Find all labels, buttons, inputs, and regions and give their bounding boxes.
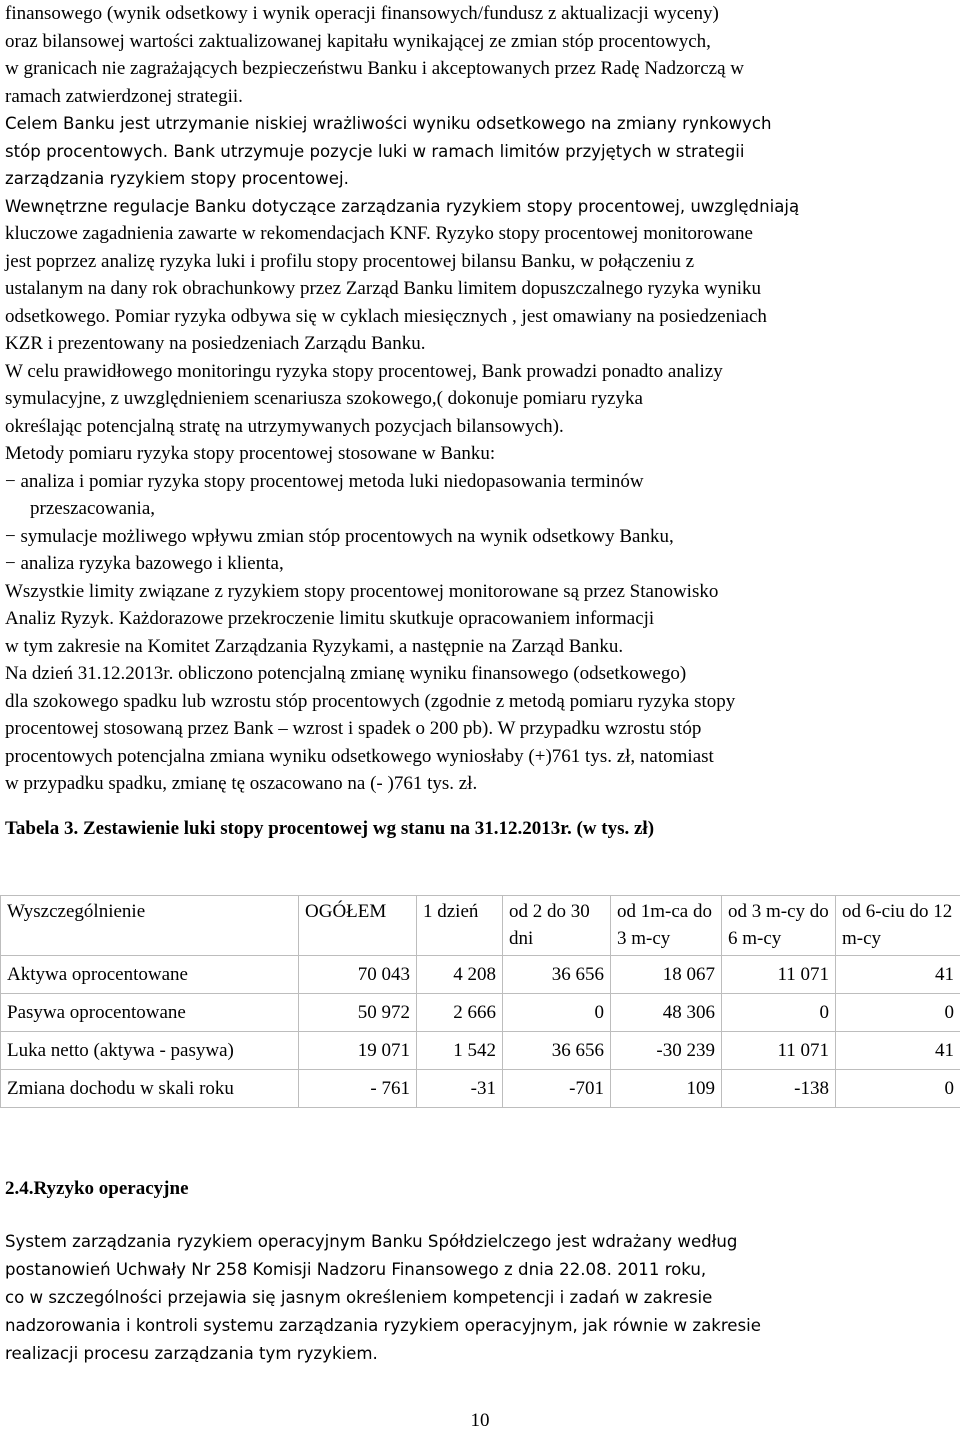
text-line: dla szokowego spadku lub wzrostu stóp procentowych (zgodnie z metodą pomiaru ryzyka stopy xyxy=(5,690,736,712)
value-cell: 109 xyxy=(611,1070,722,1108)
text-line: Na dzień 31.12.2013r. obliczono potencjalną zmianę wyniku finansowego (odsetkowego) xyxy=(5,663,687,684)
text-line: − symulacje możliwego wpływu zmian stóp procentowych na wynik odsetkowy Banku, xyxy=(5,525,674,547)
value-cell: 0 xyxy=(722,994,836,1032)
table-caption: Tabela 3. Zestawienie luki stopy procentowej wg stanu na 31.12.2013r. (w tys. zł) xyxy=(5,818,655,839)
table-row xyxy=(1,1070,960,1108)
text-line: KZR i prezentowany na posiedzeniach Zarządu Banku. xyxy=(5,333,426,354)
text-line: postanowień Uchwały Nr 258 Komisji Nadzoru Finansowego z dnia 22.08. 2011 roku, xyxy=(5,1260,707,1279)
value-cell: -31 xyxy=(417,1070,503,1108)
value-cell: -701 xyxy=(503,1070,611,1108)
text-line: procentowej stosowaną przez Bank – wzrost i spadek o 200 pb). W przypadku wzrostu stóp xyxy=(5,718,702,739)
header-cell: od 3 m-cy do 6 m-cy xyxy=(722,896,836,956)
header-cell: Wyszczególnienie xyxy=(1,896,299,956)
header-cell: od 6-ciu do 12 m-cy xyxy=(836,896,960,956)
text-line: System zarządzania ryzykiem operacyjnym Banku Spółdzielczego jest wdrażany według xyxy=(5,1232,738,1251)
value-cell: 11 071 xyxy=(722,1032,836,1070)
text-line: W celu prawidłowego monitoringu ryzyka stopy procentowej, Bank prowadzi ponadto analizy xyxy=(5,360,723,382)
text-line: − analiza i pomiar ryzyka stopy procentowej metoda luki niedopasowania terminów xyxy=(5,470,644,492)
text-line: oraz bilansowej wartości zaktualizowanej kapitału wynikającej ze zmian stóp procentowych, xyxy=(5,30,711,52)
value-cell: 36 656 xyxy=(503,1032,611,1070)
text-line: − analiza ryzyka bazowego i klienta, xyxy=(5,553,284,574)
text-line: w granicach nie zagrażających bezpieczeństwu Banku i akceptowanych przez Radę Nadzorczą w xyxy=(5,58,745,79)
section-heading: 2.4.Ryzyko operacyjne xyxy=(5,1178,189,1199)
header-cell: od 1m-ca do 3 m-cy xyxy=(611,896,722,956)
value-cell: -30 239 xyxy=(611,1032,722,1070)
text-line: przeszacowania, xyxy=(30,498,156,519)
text-line: kluczowe zagadnienia zawarte w rekomendacjach KNF. Ryzyko stopy procentowej monitorowane xyxy=(5,223,753,244)
text-line: zarządzania ryzykiem stopy procentowej. xyxy=(5,169,349,188)
value-cell: -138 xyxy=(722,1070,836,1108)
text-line: w przypadku spadku, zmianę tę oszacowano na (- )761 tys. zł. xyxy=(5,773,478,794)
row-label-cell: Pasywa oprocentowane xyxy=(1,994,299,1032)
value-cell: 0 xyxy=(836,994,960,1032)
value-cell: - 761 xyxy=(299,1070,417,1108)
row-label-cell: Aktywa oprocentowane xyxy=(1,956,299,994)
text-line: Metody pomiaru ryzyka stopy procentowej stosowane w Banku: xyxy=(5,443,496,464)
text-line: symulacyjne, z uwzględnieniem scenariusza szokowego,( dokonuje pomiaru ryzyka xyxy=(5,388,643,409)
value-cell: 36 656 xyxy=(503,956,611,994)
text-line: jest poprzez analizę ryzyka luki i profilu stopy procentowej bilansu Banku, w połączeniu z xyxy=(5,250,695,272)
value-cell: 19 071 xyxy=(299,1032,417,1070)
value-cell: 0 xyxy=(836,1070,960,1108)
row-label-cell: Luka netto (aktywa - pasywa) xyxy=(1,1032,299,1070)
page-number: 10 xyxy=(470,1410,490,1431)
table-row xyxy=(1,1032,960,1070)
text-line: w tym zakresie na Komitet Zarządzania Ryzykami, a następnie na Zarząd Banku. xyxy=(5,635,624,657)
text-line: stóp procentowych. Bank utrzymuje pozycje luki w ramach limitów przyjętych w strategii xyxy=(5,141,745,161)
text-line: Celem Banku jest utrzymanie niskiej wrażliwości wyniku odsetkowego na zmiany rynkowych xyxy=(5,114,772,133)
table-row xyxy=(1,956,960,994)
interest-gap-table xyxy=(0,895,960,1108)
text-line: realizacji procesu zarządzania tym ryzykiem. xyxy=(5,1344,378,1363)
text-line: ramach zatwierdzonej strategii. xyxy=(5,85,243,107)
value-cell: 41 xyxy=(836,1032,960,1070)
value-cell: 11 071 xyxy=(722,956,836,994)
text-line: nadzorowania i kontroli systemu zarządzania ryzykiem operacyjnym, jak równie w zakresie xyxy=(5,1316,761,1335)
header-cell: 1 dzień xyxy=(417,896,503,956)
text-line: Wszystkie limity związane z ryzykiem stopy procentowej monitorowane są przez Stanowisko xyxy=(5,580,719,602)
value-cell: 18 067 xyxy=(611,956,722,994)
value-cell: 70 043 xyxy=(299,956,417,994)
text-line: Wewnętrzne regulacje Banku dotyczące zarządzania ryzykiem stopy procentowej, uwzględniają xyxy=(5,196,800,216)
table-header-row xyxy=(1,896,960,956)
value-cell: 0 xyxy=(503,994,611,1032)
text-line: co w szczególności przejawia się jasnym określeniem kompetencji i zadań w zakresie xyxy=(5,1288,713,1307)
header-cell: od 2 do 30 dni xyxy=(503,896,611,956)
value-cell: 4 208 xyxy=(417,956,503,994)
value-cell: 2 666 xyxy=(417,994,503,1032)
text-line: określając potencjalną stratę na utrzymywanych pozycjach bilansowych). xyxy=(5,415,564,437)
value-cell: 50 972 xyxy=(299,994,417,1032)
text-line: procentowych potencjalna zmiana wyniku odsetkowego wyniosłaby (+)761 tys. zł, natomiast xyxy=(5,745,714,767)
value-cell: 48 306 xyxy=(611,994,722,1032)
text-line: odsetkowego. Pomiar ryzyka odbywa się w cyklach miesięcznych , jest omawiany na posiedzeniach xyxy=(5,305,767,327)
value-cell: 41 xyxy=(836,956,960,994)
header-cell: OGÓŁEM xyxy=(299,896,417,956)
table-row xyxy=(1,994,960,1032)
text-line: Analiz Ryzyk. Każdorazowe przekroczenie limitu skutkuje opracowaniem informacji xyxy=(5,608,655,629)
text-line: ustalanym na dany rok obrachunkowy przez Zarząd Banku limitem dopuszczalnego ryzyka wyniku xyxy=(5,278,762,299)
row-label-cell: Zmiana dochodu w skali roku xyxy=(1,1070,299,1108)
value-cell: 1 542 xyxy=(417,1032,503,1070)
text-line: finansowego (wynik odsetkowy i wynik operacji finansowych/fundusz z aktualizacji wyceny) xyxy=(5,3,719,24)
